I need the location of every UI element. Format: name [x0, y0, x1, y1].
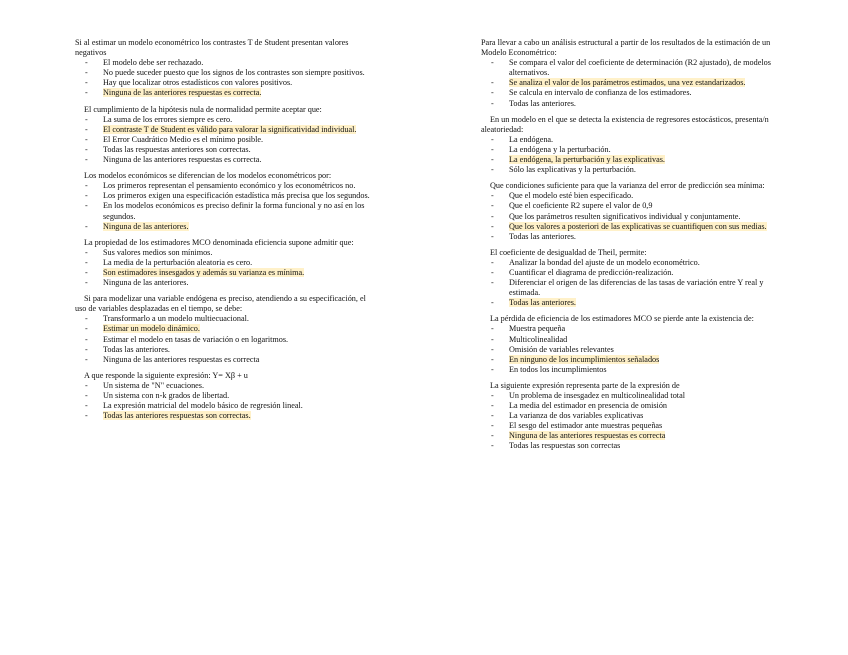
- question-block: [75, 171, 375, 232]
- question-text: Que condiciones suficiente para que la varianza del error de predicción sea mínima:: [490, 181, 765, 191]
- answer-option-highlighted: [75, 411, 375, 421]
- answer-text: Cuantificar el diagrama de predicción-realización.: [509, 267, 674, 277]
- answer-option: [481, 201, 781, 211]
- answer-text: La endógena, la perturbación y las explicativas.: [509, 155, 665, 165]
- answer-option: [481, 441, 781, 451]
- answer-list: [75, 381, 375, 421]
- answer-text: La media de la perturbación aleatoria es cero.: [103, 257, 253, 267]
- answer-option: [75, 68, 375, 78]
- answer-text: Omisión de variables relevantes: [509, 344, 614, 354]
- question-text: A que responde la siguiente expresión: Y= Xβ + u: [84, 370, 248, 380]
- question-block: [75, 238, 375, 288]
- answer-text: Transformarlo a un modelo multiecuacional.: [103, 314, 249, 324]
- answer-option: [75, 191, 375, 201]
- answer-list: [481, 135, 781, 175]
- answer-text: La suma de los errores siempre es cero.: [103, 114, 233, 124]
- answer-text: Multicolinealidad: [509, 334, 568, 344]
- answer-option-highlighted: [75, 88, 375, 98]
- question-text: Los modelos económicos se diferencian de los modelos econométricos por:: [84, 171, 332, 181]
- answer-text: Se analiza el valor de los parámetros estimados, una vez estandarizados.: [509, 78, 746, 88]
- answer-text: La media del estimador en presencia de omisión: [509, 401, 668, 411]
- answer-text: Que los parámetros resulten significativos individual y conjuntamente.: [509, 211, 741, 221]
- question-text: Si para modelizar una variable endógena es preciso, atendiendo a su especificación, el uso de variables desplazadas en el tiempo, se debe:: [75, 294, 366, 314]
- answer-text: Un problema de insesgadez en multicolinealidad total: [509, 391, 685, 400]
- answer-option: [75, 381, 375, 391]
- answer-option-highlighted: [75, 125, 375, 135]
- answer-option: [75, 78, 375, 88]
- answer-text: Todas las anteriores respuestas son correctas.: [103, 411, 251, 421]
- answer-text: La varianza de dos variables explicativas: [509, 411, 644, 421]
- answer-text: Los primeros representan el pensamiento económico y los econométricos no.: [103, 181, 356, 191]
- answer-text: Muestra pequeña: [509, 324, 566, 334]
- answer-list: [481, 191, 781, 241]
- answer-text: Un sistema con n-k grados de libertad.: [103, 391, 230, 400]
- question-text: La siguiente expresión representa parte de la expresión de: [490, 380, 680, 390]
- right-column: [481, 38, 781, 458]
- answer-text: En todos los incumplimientos: [509, 364, 607, 374]
- answer-option: [481, 391, 781, 401]
- answer-option: [481, 232, 781, 242]
- answer-option: [481, 345, 781, 355]
- answer-option: [75, 345, 375, 355]
- answer-option: [481, 268, 781, 278]
- answer-option: [481, 88, 781, 98]
- answer-option-highlighted: [481, 155, 781, 165]
- answer-text: Todas las respuestas son correctas: [509, 441, 621, 451]
- answer-text: Hay que localizar otros estadísticos con valores positivos.: [103, 78, 293, 88]
- answer-text: Sólo las explicativas y la perturbación.: [509, 165, 636, 175]
- answer-option-highlighted: [481, 222, 781, 232]
- answer-text: Que los valores a posteriori de las explicativas se cuantifiquen con sus medias.: [509, 221, 767, 231]
- answer-option: [75, 314, 375, 324]
- answer-option: [481, 421, 781, 431]
- question-block: [75, 371, 375, 421]
- answer-list: [75, 115, 375, 165]
- question-block: [481, 181, 781, 242]
- answer-option: [75, 181, 375, 191]
- answer-list: [75, 181, 375, 231]
- answer-option: [481, 411, 781, 421]
- question-text: El cumplimiento de la hipótesis nula de normalidad permite aceptar que:: [84, 104, 322, 114]
- answer-option: [75, 278, 375, 288]
- question-block: [481, 38, 781, 109]
- answer-option: [75, 145, 375, 155]
- answer-text: La endógena y la perturbación.: [509, 144, 611, 154]
- answer-text: Un sistema de "N" ecuaciones.: [103, 380, 205, 390]
- answer-option: [481, 135, 781, 145]
- question-block: [481, 115, 781, 176]
- answer-list: [481, 391, 781, 452]
- answer-option: [481, 99, 781, 109]
- answer-text: El modelo debe ser rechazado.: [103, 58, 204, 68]
- answer-text: Diferenciar el origen de las diferencias de las tasas de variación entre Y real y estimada.: [509, 278, 764, 298]
- question-block: [481, 248, 781, 309]
- answer-text: En los modelos económicos es preciso definir la forma funcional y no así en los segundos.: [103, 201, 365, 221]
- answer-list: [75, 58, 375, 98]
- answer-option: [75, 201, 375, 221]
- answer-option: [481, 58, 781, 78]
- answer-list: [75, 314, 375, 364]
- answer-text: Todas las anteriores.: [509, 98, 576, 108]
- answer-option: [481, 278, 781, 298]
- answer-text: El contraste T de Student es válido para valorar la significatividad individual.: [103, 124, 357, 134]
- answer-text: Que el coeficiente R2 supere el valor de 0,9: [509, 201, 653, 211]
- answer-option-highlighted: [481, 298, 781, 308]
- answer-text: Ninguna de las anteriores respuestas es correcta.: [103, 88, 262, 98]
- answer-text: Son estimadores insesgados y además su varianza es mínima.: [103, 267, 305, 277]
- answer-text: Todas las anteriores.: [103, 344, 170, 354]
- answer-option: [75, 401, 375, 411]
- answer-text: No puede suceder puesto que los signos de los contrastes son siempre positivos.: [103, 68, 365, 78]
- question-block: [75, 38, 375, 99]
- answer-text: Todas las respuestas anteriores son correctas.: [103, 144, 251, 154]
- answer-text: Analizar la bondad del ajuste de un modelo econométrico.: [509, 257, 700, 267]
- answer-option: [75, 391, 375, 401]
- question-text: La propiedad de los estimadores MCO denominada eficiencia supone admitir que:: [84, 237, 354, 247]
- question-block: [75, 294, 375, 365]
- answer-option: [75, 248, 375, 258]
- question-text: Para llevar a cabo un análisis estructural a partir de los resultados de la estimación de un Modelo Econométrico:: [481, 38, 771, 58]
- answer-option-highlighted: [481, 78, 781, 88]
- answer-option: [75, 355, 375, 365]
- answer-text: Los primeros exigen una especificación estadística más precisa que los segundos.: [103, 191, 370, 201]
- answer-option: [75, 258, 375, 268]
- question-block: [481, 314, 781, 375]
- answer-option: [481, 212, 781, 222]
- answer-text: Se compara el valor del coeficiente de determinación (R2 ajustado), de modelos alternativos.: [509, 58, 771, 78]
- answer-list: [481, 324, 781, 374]
- answer-option: [75, 115, 375, 125]
- answer-text: Ninguna de las anteriores.: [103, 278, 189, 288]
- answer-list: [481, 258, 781, 308]
- answer-option: [481, 145, 781, 155]
- answer-option: [481, 401, 781, 411]
- left-column: [75, 38, 375, 427]
- answer-option-highlighted: [75, 268, 375, 278]
- answer-option: [481, 165, 781, 175]
- question-text: Si al estimar un modelo econométrico los contrastes T de Student presentan valores negativos: [75, 38, 349, 58]
- question-block: [481, 381, 781, 452]
- answer-option-highlighted: [481, 431, 781, 441]
- answer-text: La expresión matricial del modelo básico de regresión lineal.: [103, 401, 303, 411]
- answer-text: En ninguno de los incumplimientos señalados: [509, 354, 660, 364]
- answer-text: Todas las anteriores.: [509, 298, 576, 308]
- answer-text: Sus valores medios son mínimos.: [103, 247, 213, 257]
- answer-text: Ninguna de las anteriores.: [103, 221, 189, 231]
- question-text: En un modelo en el que se detecta la existencia de regresores estocásticos, presenta/n aleatoriedad:: [481, 114, 769, 134]
- answer-text: Ninguna de las anteriores respuestas es correcta: [103, 354, 260, 364]
- answer-option: [75, 135, 375, 145]
- answer-text: Estimar el modelo en tasas de variación o en logaritmos.: [103, 334, 289, 344]
- answer-option: [75, 58, 375, 68]
- answer-option-highlighted: [75, 324, 375, 334]
- answer-text: El sesgo del estimador ante muestras pequeñas: [509, 421, 663, 431]
- answer-text: Ninguna de las anteriores respuestas es correcta.: [103, 155, 262, 165]
- question-text: La pérdida de eficiencia de los estimadores MCO se pierde ante la existencia de:: [490, 314, 754, 324]
- answer-option: [481, 258, 781, 268]
- question-block: [75, 105, 375, 166]
- answer-option: [75, 335, 375, 345]
- answer-list: [481, 58, 781, 108]
- answer-text: Todas las anteriores.: [509, 231, 576, 241]
- answer-option: [75, 155, 375, 165]
- answer-text: El Error Cuadrático Medio es el mínimo posible.: [103, 134, 264, 144]
- answer-text: Estimar un modelo dinámico.: [103, 324, 200, 334]
- answer-list: [75, 248, 375, 288]
- answer-option: [481, 324, 781, 334]
- answer-text: Que el modelo esté bien especificado.: [509, 191, 634, 201]
- answer-option-highlighted: [75, 222, 375, 232]
- answer-option: [481, 365, 781, 375]
- answer-option: [481, 335, 781, 345]
- answer-option-highlighted: [481, 355, 781, 365]
- answer-text: La endógena.: [509, 134, 554, 144]
- answer-option: [481, 191, 781, 201]
- answer-text: Se calcula en intervalo de confianza de los estimadores.: [509, 88, 692, 98]
- answer-text: Ninguna de las anteriores respuestas es correcta: [509, 431, 666, 441]
- question-text: El coeficiente de desigualdad de Theil, permite:: [490, 247, 647, 257]
